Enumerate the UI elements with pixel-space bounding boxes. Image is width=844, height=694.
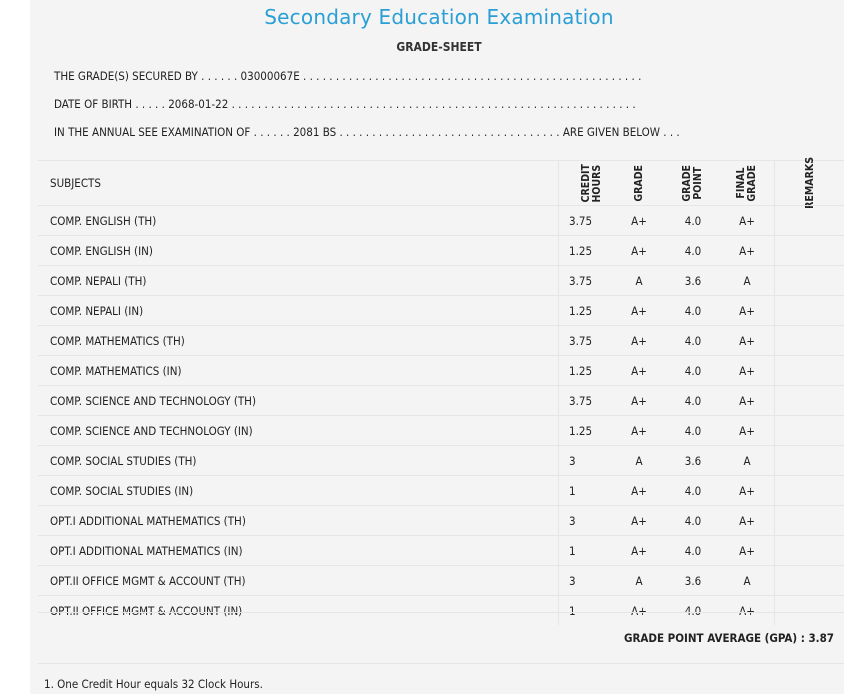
grade-point-cell: 4.0: [684, 333, 702, 348]
grade-cell: A+: [631, 333, 647, 348]
subject-cell: OPT.I ADDITIONAL MATHEMATICS (IN): [50, 543, 243, 558]
header-subjects: [50, 161, 550, 205]
header-grade: [612, 161, 666, 205]
header-final-grade: [720, 161, 774, 205]
header-credit-hours-label: CREDIT HOURS: [580, 163, 603, 203]
grade-point-cell: 4.0: [684, 363, 702, 378]
subject-cell: COMP. ENGLISH (TH): [50, 213, 157, 228]
table-row: [38, 325, 844, 355]
grade-point-cell: 4.0: [684, 543, 702, 558]
header-grade-label: GRADE: [632, 164, 645, 202]
table-row: [38, 475, 844, 505]
grade-sheet: [30, 0, 844, 694]
table-row: [38, 535, 844, 565]
symbol-number-line: THE GRADE(S) SECURED BY . . . . . . 03000067E . . . . . . . . . . . . . . . . . . . . . . . . . . . . . . . . . . . . . . . . . . . . . . . . . . . .: [54, 69, 642, 83]
final-grade-cell: A: [743, 573, 751, 588]
credit-hours-cell: 3.75: [558, 266, 612, 295]
credit-hours-cell: 1.25: [558, 356, 612, 385]
header-grade-point-label: GRADE POINT: [681, 164, 704, 202]
grade-point-cell: 4.0: [684, 603, 702, 618]
table-row: [38, 295, 844, 325]
date-of-birth-line: DATE OF BIRTH . . . . . 2068-01-22 . . . . . . . . . . . . . . . . . . . . . . . . . . . . . . . . . . . . . . . . . . . . . . . . . . . . . . . . . . . . . .: [54, 97, 636, 111]
table-row: [38, 265, 844, 295]
subject-cell: OPT.II OFFICE MGMT & ACCOUNT (IN): [50, 603, 243, 618]
final-grade-cell: A+: [739, 513, 755, 528]
credit-hours-cell: 1: [558, 596, 612, 625]
header-credit-hours: [558, 161, 612, 205]
remarks-cell: [774, 296, 844, 325]
grade-point-cell: 3.6: [684, 573, 702, 588]
subject-cell: COMP. SCIENCE AND TECHNOLOGY (IN): [50, 423, 253, 438]
final-grade-cell: A+: [739, 483, 755, 498]
grade-cell: A+: [631, 483, 647, 498]
final-grade-cell: A+: [739, 423, 755, 438]
sheet-subtitle: GRADE-SHEET: [396, 40, 482, 54]
table-row: [38, 445, 844, 475]
grade-point-cell: 4.0: [684, 303, 702, 318]
subject-cell: COMP. ENGLISH (IN): [50, 243, 153, 258]
page-title: Secondary Education Examination: [264, 5, 614, 29]
grade-cell: A+: [631, 243, 647, 258]
remarks-cell: [774, 236, 844, 265]
grade-cell: A: [635, 573, 643, 588]
credit-hours-cell: 1: [558, 476, 612, 505]
credit-hours-cell: 3: [558, 566, 612, 595]
grade-point-cell: 4.0: [684, 513, 702, 528]
final-grade-cell: A+: [739, 243, 755, 258]
final-grade-cell: A+: [739, 363, 755, 378]
gpa-value: GRADE POINT AVERAGE (GPA) : 3.87: [623, 631, 834, 645]
subject-cell: COMP. NEPALI (IN): [50, 303, 144, 318]
header-subjects-label: SUBJECTS: [50, 176, 101, 190]
credit-hours-cell: 3.75: [558, 386, 612, 415]
final-grade-cell: A+: [739, 603, 755, 618]
credit-hours-cell: 3.75: [558, 206, 612, 235]
credit-hours-cell: 1.25: [558, 236, 612, 265]
table-row: [38, 385, 844, 415]
final-grade-cell: A+: [739, 393, 755, 408]
table-row: [38, 415, 844, 445]
final-grade-cell: A+: [739, 213, 755, 228]
credit-hours-cell: 3: [558, 506, 612, 535]
final-grade-cell: A+: [739, 303, 755, 318]
subject-cell: OPT.I ADDITIONAL MATHEMATICS (TH): [50, 513, 246, 528]
grade-cell: A+: [631, 423, 647, 438]
grade-cell: A: [635, 453, 643, 468]
grade-point-cell: 4.0: [684, 483, 702, 498]
remarks-cell: [774, 506, 844, 535]
subject-cell: OPT.II OFFICE MGMT & ACCOUNT (TH): [50, 573, 246, 588]
grades-table: [38, 157, 844, 625]
table-row: [38, 505, 844, 535]
grade-cell: A+: [631, 543, 647, 558]
grade-point-cell: 4.0: [684, 393, 702, 408]
final-grade-cell: A+: [739, 543, 755, 558]
remarks-cell: [774, 386, 844, 415]
table-header-row: [38, 157, 844, 209]
remarks-cell: [774, 206, 844, 235]
credit-hours-cell: 1.25: [558, 416, 612, 445]
table-row: [38, 355, 844, 385]
grade-point-cell: 3.6: [684, 453, 702, 468]
subject-cell: COMP. SCIENCE AND TECHNOLOGY (TH): [50, 393, 257, 408]
credit-hours-cell: 1: [558, 536, 612, 565]
credit-hours-cell: 1.25: [558, 296, 612, 325]
grade-point-cell: 4.0: [684, 423, 702, 438]
grade-cell: A: [635, 273, 643, 288]
remarks-cell: [774, 536, 844, 565]
subject-cell: COMP. SOCIAL STUDIES (TH): [50, 453, 197, 468]
grade-cell: A+: [631, 513, 647, 528]
subject-cell: COMP. MATHEMATICS (IN): [50, 363, 182, 378]
grade-point-cell: 3.6: [684, 273, 702, 288]
final-grade-cell: A+: [739, 333, 755, 348]
credit-hours-cell: 3: [558, 446, 612, 475]
remarks-cell: [774, 476, 844, 505]
exam-line: IN THE ANNUAL SEE EXAMINATION OF . . . . . . 2081 BS . . . . . . . . . . . . . . . . . . . . . . . . . . . . . . . . . . ARE GIVEN BELOW . . .: [54, 125, 680, 139]
remarks-cell: [774, 446, 844, 475]
remarks-cell: [774, 566, 844, 595]
header-remarks: [774, 157, 844, 209]
header-final-grade-label: FINAL GRADE: [735, 164, 758, 202]
table-row: [38, 235, 844, 265]
header-remarks-label: REMARKS: [803, 157, 816, 209]
subject-cell: COMP. NEPALI (TH): [50, 273, 147, 288]
grade-point-cell: 4.0: [684, 243, 702, 258]
credit-hour-note: 1. One Credit Hour equals 32 Clock Hours.: [44, 677, 263, 691]
final-grade-cell: A: [743, 273, 751, 288]
table-row: [38, 205, 844, 235]
remarks-cell: [774, 356, 844, 385]
remarks-cell: [774, 416, 844, 445]
grade-cell: A+: [631, 363, 647, 378]
grade-point-cell: 4.0: [684, 213, 702, 228]
grade-cell: A+: [631, 603, 647, 618]
table-row: [38, 565, 844, 595]
final-grade-cell: A: [743, 453, 751, 468]
grade-cell: A+: [631, 213, 647, 228]
header-grade-point: [666, 161, 720, 205]
credit-hours-cell: 3.75: [558, 326, 612, 355]
grade-cell: A+: [631, 393, 647, 408]
remarks-cell: [774, 266, 844, 295]
subject-cell: COMP. SOCIAL STUDIES (IN): [50, 483, 194, 498]
remarks-cell: [774, 326, 844, 355]
grade-cell: A+: [631, 303, 647, 318]
subject-cell: COMP. MATHEMATICS (TH): [50, 333, 185, 348]
